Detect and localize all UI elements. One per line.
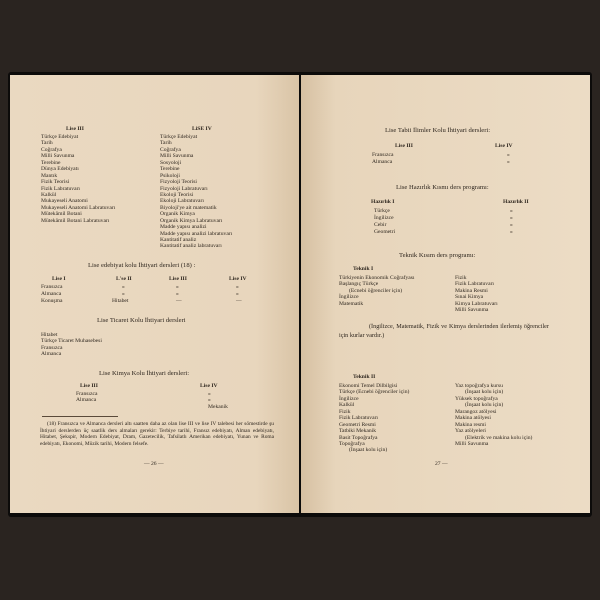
subject-item: Organik Kimya xyxy=(160,211,195,218)
table-cell: Türkçe xyxy=(374,208,390,214)
footnote-rule xyxy=(42,416,118,417)
subject-item: Fizik Teorisi xyxy=(41,179,70,186)
subject-item: Sosyoloji xyxy=(160,159,182,166)
subject-item: Madde yapısı analizi xyxy=(160,224,207,231)
subject-item: Türkiyenin Ekonomik Coğrafyası xyxy=(339,275,415,281)
subject-item: Mukayeseli Anatomi xyxy=(41,198,88,205)
subject-item: Basit Topoğrafya xyxy=(339,434,378,441)
kimya-col1-heading: Lise III xyxy=(80,383,98,389)
teknik2-left-list xyxy=(339,383,409,454)
teknik1-right-list xyxy=(455,275,498,314)
table-cell: » xyxy=(236,291,239,297)
ticaret-title: Lise Ticaret Kolu İhtiyari dersleri xyxy=(97,317,186,324)
subject-item: Coğrafya xyxy=(160,146,181,153)
subject-item: Biyoloji'ye ait matematik xyxy=(160,204,217,211)
subject-item: (İnşaat kolu için) xyxy=(465,402,504,409)
table-cell: Almanca xyxy=(372,159,393,165)
subject-item: Türkçe Edebiyat xyxy=(160,134,198,140)
subject-item: Topoğrafya xyxy=(339,440,365,447)
kimya-title: Lise Kimya Kolu İhtiyari dersleri: xyxy=(99,370,190,377)
table-cell: » xyxy=(510,208,513,214)
subject-item: Yüksek topoğrafya xyxy=(455,395,498,402)
subject-item: Fransızca xyxy=(41,344,63,351)
table-cell: » xyxy=(122,291,125,297)
table-cell: » xyxy=(510,222,513,228)
subject-item: Kantitatif analiz labratuvarı xyxy=(160,243,222,250)
ticaret-list xyxy=(41,332,102,358)
subject-item: Tarih xyxy=(41,140,53,147)
subject-item: Milli Savunma xyxy=(160,153,194,160)
subject-item: » xyxy=(208,391,211,397)
table-cell: Konuşma xyxy=(41,298,63,304)
subject-item: (İnşaat kolu için) xyxy=(465,389,504,396)
subject-item: Milli Savunma xyxy=(455,440,489,447)
subject-item: Ekonomi Temel Dilbilgisi xyxy=(339,383,398,389)
subject-item: Mütekâmil Botani xyxy=(41,211,82,218)
table-cell: » xyxy=(507,152,510,158)
subject-item: Coğrafya xyxy=(41,146,62,153)
table-cell: » xyxy=(122,284,125,290)
edebiyat-header-1: Lise I xyxy=(52,276,66,282)
table-cell: İngilizce xyxy=(374,215,394,221)
subject-item: Türkçe Ticaret Muhasebesi xyxy=(41,338,102,345)
tabii-col2-heading: Lise IV xyxy=(495,143,513,149)
subject-item: Madde yapısı analizi labratuvarı xyxy=(160,230,233,237)
hazirlik-col2-heading: Hazırlık II xyxy=(503,199,529,205)
tabii-col1-heading: Lise III xyxy=(395,143,413,149)
subject-item: » xyxy=(208,397,211,404)
subject-item: İngilizce xyxy=(339,395,359,402)
subject-item: Psikoloji xyxy=(160,172,180,179)
subject-item: Türkçe (Ecnebi öğrenciler için) xyxy=(339,389,410,396)
left-page xyxy=(10,75,299,513)
subject-item: (Ecnebi öğrenciler için) xyxy=(349,287,403,294)
subject-item: Milli Savunma xyxy=(455,307,489,314)
footnote: (18) Fransızca ve Almanca dersleri altı saatten daha az olan lise III ve lise IV talebesi her sömestirde şu İhtiyari derslerden üç saatlik ders almaları gerekir: Terbiye tarihi, Fransız edebiyatı, Alman edebiyatı, Hitabet, Şekspir, Modern Edebiyat, Dram, Gazetecilik, Tafsilatlı Amerikan edebiyatı, Yunan ve Roma edebiyatı, Ekonomi, Müzik tarihi, Modern felsefe. xyxy=(40,421,274,448)
subject-item: Yaz atölyeleri xyxy=(455,428,486,435)
teknik1-heading: Teknik I xyxy=(353,266,374,272)
subject-item: Sınai Kimya xyxy=(455,294,484,301)
subject-item: Makina Resmi xyxy=(455,287,488,294)
hazirlik-col1-heading: Hazırlık I xyxy=(371,199,395,205)
table-cell: » xyxy=(176,291,179,297)
subject-item: Kalkül xyxy=(339,402,355,409)
table-cell: » xyxy=(510,229,513,235)
subject-item: Yaz topoğrafya kursu xyxy=(455,383,503,389)
subject-item: Milli Savunma xyxy=(41,153,75,160)
right-page xyxy=(301,75,590,513)
hazirlik-title: Lise Hazırlık Kısmı ders programı: xyxy=(396,184,489,191)
subject-item: Mukayeseli Anatomi Labratuvarı xyxy=(41,204,116,211)
subject-item: Kimya Labratuvarı xyxy=(455,300,498,307)
subject-item: Ekoloji Labratuvarı xyxy=(160,198,204,205)
table-cell: » xyxy=(510,215,513,221)
tabii-title: Lise Tabii İlimler Kolu İhtiyari dersleri: xyxy=(385,127,491,134)
subject-item: Makina resmi xyxy=(455,421,486,428)
kimya-col2-list xyxy=(208,391,228,410)
edebiyat-header-4: Lise IV xyxy=(229,276,247,282)
table-cell: — xyxy=(236,298,242,304)
subject-item: Hitabet xyxy=(41,332,58,338)
subject-item: Terebine xyxy=(160,166,180,173)
subject-item: Marangoz atölyesi xyxy=(455,408,497,415)
subject-item: Makina atölyesi xyxy=(455,415,491,422)
teknik-note: (İngilizce, Matematik, Fizik ve Kimya derslerinden ilerlemiş öğrenciler için kurlar vardır.) xyxy=(339,323,549,339)
subject-item: Matematik xyxy=(339,300,364,307)
subject-item: Fizik Labratuvarı xyxy=(339,415,378,422)
table-cell: » xyxy=(507,159,510,165)
subject-item: Kalkül xyxy=(41,191,57,198)
table-cell: Cebir xyxy=(374,222,387,228)
subject-item: Fizik xyxy=(455,275,467,281)
subject-item: Almanca xyxy=(76,397,97,404)
table-cell: — xyxy=(176,298,182,304)
lise4-heading: LiSE IV xyxy=(192,126,212,132)
teknik2-heading: Teknik II xyxy=(353,374,376,380)
lise4-subject-list xyxy=(160,134,232,250)
table-cell: Geometri xyxy=(374,229,396,235)
teknik1-left-list xyxy=(339,275,415,307)
subject-item: Başlangıç Türkçe xyxy=(339,281,379,288)
table-cell: Almanca xyxy=(41,291,62,297)
subject-item: Fizik xyxy=(339,408,351,415)
edebiyat-title: Lise edebiyat kolu İhtiyari dersleri (18) : xyxy=(88,262,196,269)
subject-item: Fizyoloji Teorisi xyxy=(160,179,197,186)
page-number-left: — 26 — xyxy=(144,461,164,467)
subject-item: Fizyoloji Labratuvarı xyxy=(160,185,208,192)
table-cell: » xyxy=(236,284,239,290)
table-cell: Fransızca xyxy=(372,152,394,158)
subject-item: Tatbiki Mekanik xyxy=(339,428,377,435)
subject-item: Fizik Labratuvarı xyxy=(41,185,80,192)
subject-item: Fransızca xyxy=(76,391,98,397)
subject-item: Tarih xyxy=(160,140,172,147)
lise3-heading: Lise III xyxy=(66,126,84,132)
subject-item: Almanca xyxy=(41,351,62,358)
subject-item: (Elektrik ve makina kolu için) xyxy=(465,434,533,441)
subject-item: Ekoloji Teorisi xyxy=(160,191,194,198)
subject-item: Organik Kimya Labratuvarı xyxy=(160,217,223,224)
teknik-title: Teknik Kısım ders programı: xyxy=(399,252,476,259)
edebiyat-header-2: L'se II xyxy=(116,276,132,282)
subject-item: (İnşaat kolu için) xyxy=(349,447,388,454)
table-cell: Hitabet xyxy=(112,298,129,304)
kimya-col1-list xyxy=(76,391,97,404)
subject-item: İngilizce xyxy=(339,294,359,301)
subject-item: Dünya Edebiyatı xyxy=(41,166,79,173)
subject-item: Geometri Resmi xyxy=(339,421,376,428)
teknik2-right-list xyxy=(455,383,532,447)
edebiyat-header-3: Lise III xyxy=(169,276,187,282)
subject-item: Terebine xyxy=(41,159,61,166)
subject-item: Fizik Labratuvarı xyxy=(455,281,494,288)
subject-item: Kantitatif analiz xyxy=(160,237,197,243)
table-cell: Fransızca xyxy=(41,284,63,290)
subject-item: Mantık xyxy=(41,172,58,179)
subject-item: Mütekâmil Botani Labratuvarı xyxy=(41,217,110,224)
subject-item: Mekanik xyxy=(208,403,228,410)
kimya-col2-heading: Lise IV xyxy=(200,383,218,389)
lise3-subject-list xyxy=(41,134,115,224)
subject-item: Türkçe Edebiyat xyxy=(41,134,79,140)
table-cell: » xyxy=(176,284,179,290)
page-number-right: 27 — xyxy=(435,461,448,467)
